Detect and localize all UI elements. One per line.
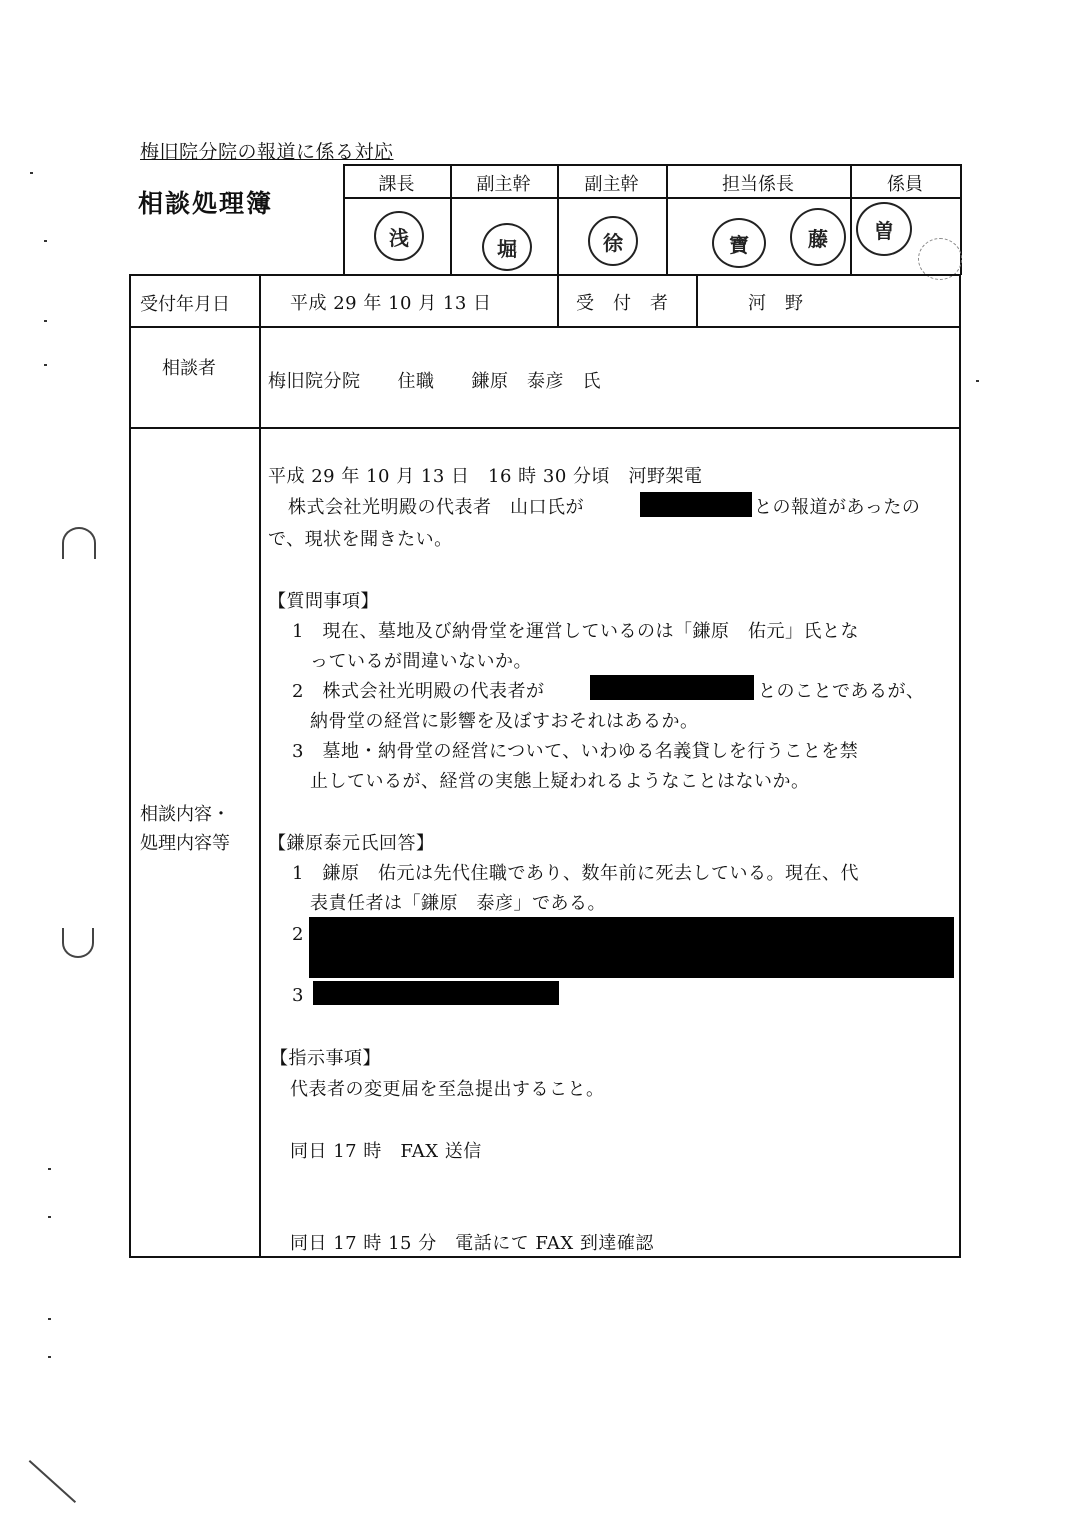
scan-speck <box>44 240 47 242</box>
punch-hole-mark-icon <box>62 928 94 958</box>
seal-stamp-icon: 堀 <box>482 223 532 271</box>
scan-speck <box>976 380 979 382</box>
scan-speck <box>48 1168 51 1170</box>
redaction-bar <box>590 675 754 700</box>
question-2-line-c: 納骨堂の経営に影響を及ぼすおそれはあるか。 <box>310 711 699 732</box>
question-1-line-b: っているが間違いないか。 <box>310 651 532 672</box>
call-record-line: 平成 29 年 10 月 13 日 16 時 30 分頃 河野架電 <box>268 466 703 487</box>
redaction-bar <box>309 917 954 978</box>
scan-speck <box>44 320 47 322</box>
redaction-bar <box>640 492 752 517</box>
scan-speck <box>48 1216 51 1218</box>
question-2-line-b: とのことであるが、 <box>758 681 925 702</box>
report-line-b: との報道があったの <box>754 497 921 518</box>
receiver-value: 河 野 <box>748 293 804 314</box>
redaction-bar <box>313 981 559 1005</box>
consultant-value: 梅旧院分院 住職 鎌原 泰彦 氏 <box>268 371 601 392</box>
approval-header-staff: 係員 <box>887 174 923 195</box>
questions-heading: 【質問事項】 <box>268 591 379 612</box>
report-line-c: で、現状を聞きたい。 <box>268 529 453 550</box>
approval-header-section-chief: 課長 <box>378 174 415 195</box>
punch-hole-mark-icon <box>62 527 96 559</box>
answer-2-number: 2 <box>292 924 304 945</box>
seal-stamp-icon: 浅 <box>374 211 424 261</box>
seal-stamp-icon: 寶 <box>712 218 766 268</box>
question-3-line-b: 止しているが、経営の実態上疑われるようなことはないか。 <box>310 771 810 792</box>
answers-heading: 【鎌原泰元氏回答】 <box>268 833 435 854</box>
scan-mark-icon <box>29 1460 76 1503</box>
scan-speck <box>48 1356 51 1358</box>
consultant-label: 相談者 <box>162 358 216 379</box>
followup-fax-confirmed: 同日 17 時 15 分 電話にて FAX 到達確認 <box>290 1233 654 1254</box>
report-line-a: 株式会社光明殿の代表者 山口氏が <box>288 497 584 518</box>
received-date-label: 受付年月日 <box>140 294 230 315</box>
received-date-value: 平成 29 年 10 月 13 日 <box>290 293 492 314</box>
document-title: 相談処理簿 <box>138 189 274 218</box>
seal-stamp-icon: 徐 <box>588 216 638 266</box>
question-1-line-a: 1 現在、墓地及び納骨堂を運営しているのは「鎌原 佑元」氏とな <box>292 621 859 642</box>
answer-3-number: 3 <box>292 985 304 1006</box>
document-subject: 梅旧院分院の報道に係る対応 <box>140 141 394 163</box>
question-2-line-a: 2 株式会社光明殿の代表者が <box>292 681 545 702</box>
instructions-heading: 【指示事項】 <box>270 1048 381 1069</box>
seal-stamp-icon: 曽 <box>856 202 912 256</box>
receiver-label: 受 付 者 <box>576 293 669 314</box>
approval-header-deputy-1: 副主幹 <box>476 174 531 195</box>
content-label-line-2: 処理内容等 <box>140 833 230 854</box>
seal-stamp-icon: 藤 <box>790 208 846 266</box>
scan-speck <box>48 1318 51 1320</box>
instruction-line: 代表者の変更届を至急提出すること。 <box>290 1079 605 1100</box>
scan-speck <box>44 364 47 366</box>
approval-header-deputy-2: 副主幹 <box>584 174 639 195</box>
answer-1-line-a: 1 鎌原 佑元は先代住職であり、数年前に死去している。現在、代 <box>292 863 859 884</box>
question-3-line-a: 3 墓地・納骨堂の経営について、いわゆる名義貸しを行うことを禁 <box>292 741 859 762</box>
content-label-line-1: 相談内容・ <box>140 804 230 825</box>
answer-1-line-b: 表責任者は「鎌原 泰彦」である。 <box>310 893 606 914</box>
followup-fax-sent: 同日 17 時 FAX 送信 <box>290 1141 482 1162</box>
approval-header-chief-in-charge: 担当係長 <box>722 174 794 195</box>
scan-speck <box>30 172 33 174</box>
